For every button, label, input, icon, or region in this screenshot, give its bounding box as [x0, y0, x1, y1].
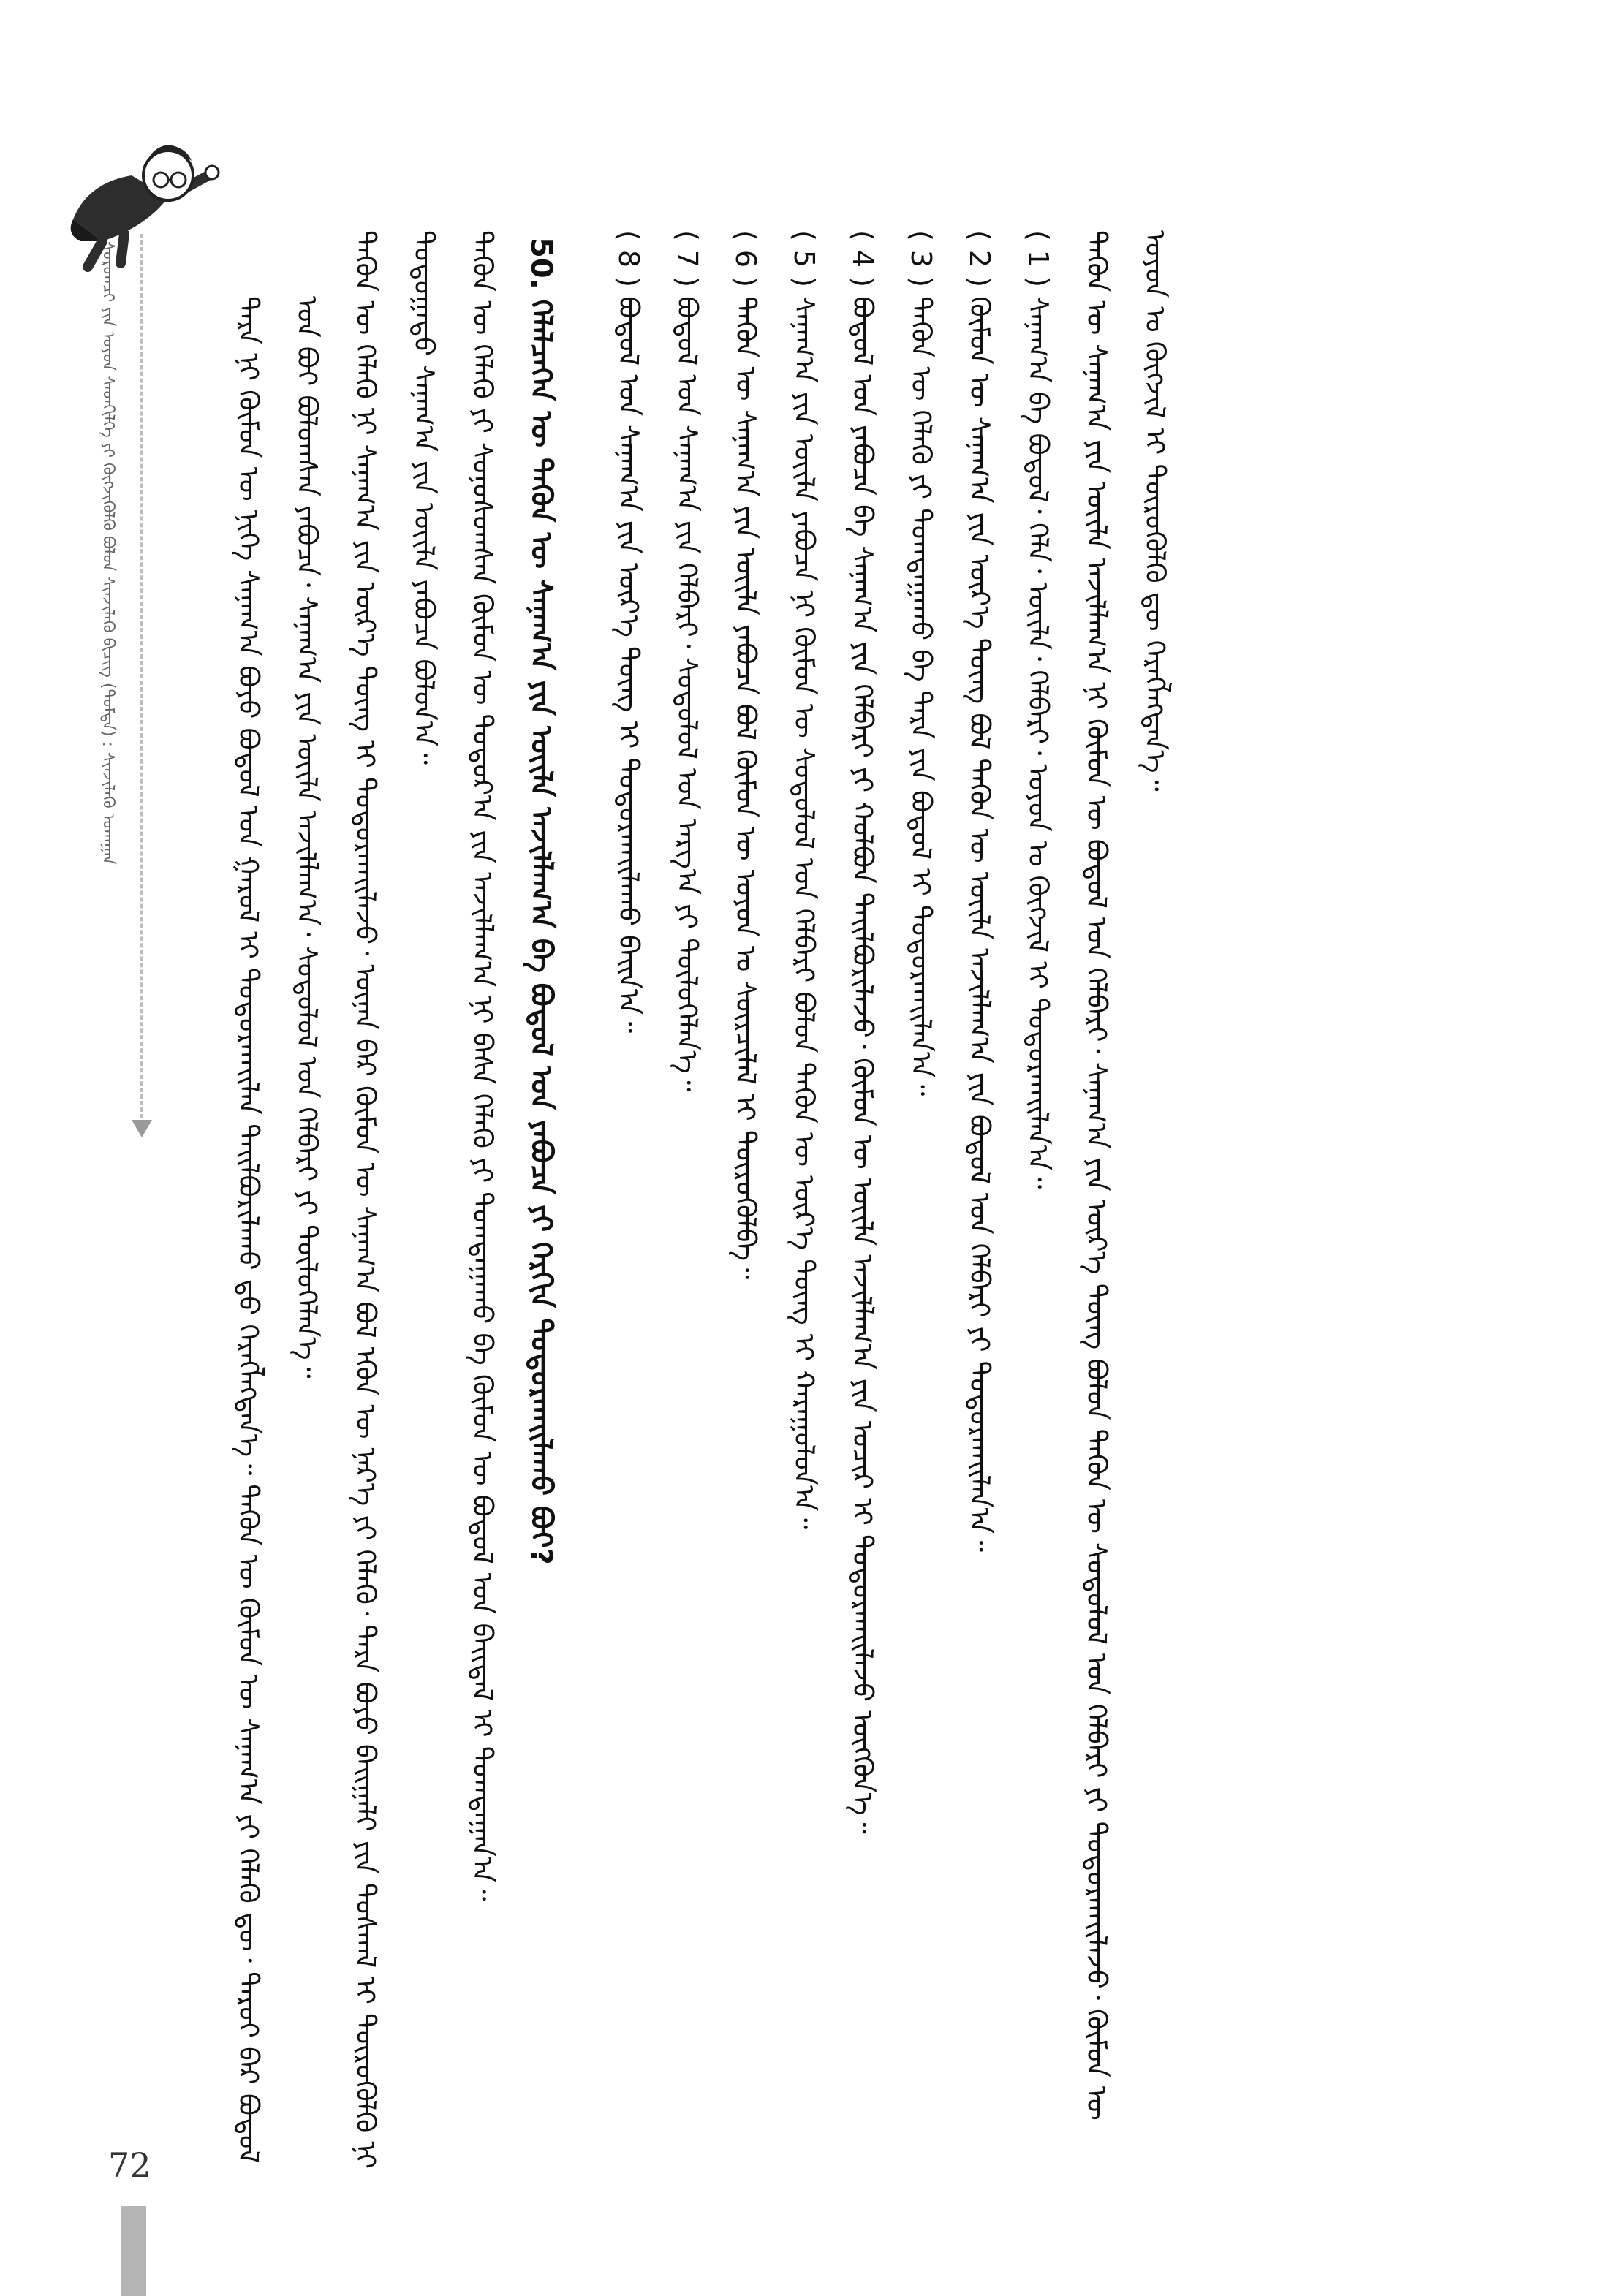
- option-label: ( 6 ): [730, 230, 762, 287]
- option-label: ( 2 ): [964, 230, 996, 287]
- option-text: ᠪᠣᠳᠤᠯ ᠤᠨ ᠰᠠᠨᠠᠭ᠎ᠠ ᠶᠢᠨ ᠬᠡᠯᠪᠡᠷᠢ᠂ ᠰᠣᠳᠤᠯᠤᠯ ᠤᠨ ᠠᠷᠭ᠎ᠠ ᠶᠢ ᠲᠥᠯᠦᠭᠡᠯᠡᠨ᠎ᠡ᠃: [671, 296, 703, 1092]
- option-label: ( 5 ): [788, 230, 820, 287]
- option-label: ( 4 ): [847, 230, 879, 287]
- section-gap: [570, 230, 599, 2175]
- thumb-tab: [121, 2206, 146, 2296]
- option-item: [1009, 230, 1067, 2175]
- option-item: [599, 230, 658, 2175]
- question-text: ᠬᠡᠯᠡᠯᠴᠡᠭᠡᠨ ᠦ ᠲᠡᠭᠦᠨ ᠦ ᠰᠠᠨᠠᠭ᠎ᠠ ᠶᠢᠨ ᠦᠢᠯᠡ ᠠᠵᠢᠯᠯᠠᠭ᠎ᠠ ᠪᠠ ᠪᠣᠳᠤᠯ ᠤᠨ ᠶᠠᠪᠤᠴᠠ ᠶᠢ ᠬᠡᠷᠬᠢᠨ ᠲᠣᠳᠤᠷᠬᠠᠢᠯᠠᠬᠤ ᠪᠤᠢ?: [524, 299, 558, 1565]
- page-number: 72: [108, 2145, 151, 2185]
- question-heading: [512, 230, 570, 2175]
- option-label: ( 1 ): [1022, 230, 1054, 287]
- intro-paragraph: ᠲᠡᠭᠦᠨ ᠦ ᠬᠡᠯᠡᠬᠦ ᠶᠢ ᠰᠣᠨᠣᠰᠤᠭᠰᠠᠨ ᠬᠦᠮᠦᠨ ᠦ ᠳᠣᠲᠣᠷ᠎ᠠ ᠶᠢᠨ ᠠᠵᠢᠯᠯᠠᠭ᠎ᠠ ᠨᠢ ᠪᠠᠰᠠ ᠬᠡᠯᠡᠬᠦ ᠶᠢ ᠲᠣᠭᠲᠠᠭᠠᠬᠤ ᠪᠠ ᠬᠦᠮᠦᠨ ᠦ ᠪᠣᠳᠤᠯ ᠤᠨ ᠪᠠᠢᠳᠠᠯ ᠢ ᠲᠣᠭᠲᠠᠭᠠᠨ᠎ᠠ᠃: [466, 230, 499, 1901]
- option-item: [716, 230, 775, 2175]
- mascot-illustration: [58, 132, 227, 278]
- option-text: ᠰᠠᠨᠠᠭ᠎ᠠ ᠪᠠ ᠪᠣᠳᠤᠯ᠂ ᠬᠡᠯᠡ᠂ ᠦᠢᠯᠡ᠂ ᠬᠡᠯᠪᠡᠷᠢ᠂ ᠣᠶᠤᠨ ᠤ ᠬᠥᠭᠵᠢᠯ ᠢ ᠲᠣᠳᠤᠷᠬᠠᠢᠯᠠᠨ᠎ᠠ᠃: [1022, 296, 1054, 1189]
- question-number: 50.: [524, 238, 558, 289]
- option-item: [775, 230, 833, 2175]
- option-text: ᠪᠣᠳᠤᠯ ᠤᠨ ᠰᠠᠨᠠᠭ᠎ᠠ ᠶᠢᠨ ᠦᠷ᠎ᠡ ᠳᠦᠩ ᠢ ᠲᠣᠳᠤᠷᠬᠠᠢᠯᠠᠬᠤ ᠪᠠᠢᠨ᠎ᠠ᠃: [613, 296, 645, 1034]
- option-item: [950, 230, 1009, 2175]
- header-divider: [140, 234, 143, 1118]
- option-label: ( 8 ): [613, 230, 645, 287]
- option-text: ᠰᠠᠨᠠᠭ᠎ᠠ ᠶᠢᠨ ᠦᠢᠯᠡ ᠶᠠᠪᠤᠴᠠ ᠨᠢ ᠬᠦᠮᠦᠨ ᠦ ᠰᠣᠳᠤᠯᠤᠯ ᠤᠨ ᠬᠡᠯᠪᠡᠷᠢ ᠪᠣᠯᠤᠨ ᠲᠡᠭᠦᠨ ᠦ ᠦᠷ᠎ᠡ ᠳᠦᠩ ᠢ ᠬᠠᠷᠠᠭᠤᠯᠤᠨ᠎ᠠ᠃: [788, 296, 820, 1530]
- header-arrow-icon: [132, 1120, 152, 1137]
- option-label: ( 3 ): [905, 230, 937, 287]
- option-text: ᠲᠡᠭᠦᠨ ᠦ ᠬᠡᠯᠡᠬᠦ ᠶᠢ ᠲᠣᠭᠲᠠᠭᠠᠬᠤ ᠪᠠ ᠲᠡᠷᠡ ᠶᠢᠨ ᠪᠣᠳᠤᠯ ᠢ ᠲᠣᠳᠤᠷᠬᠠᠢᠯᠠᠨ᠎ᠠ᠃: [905, 296, 937, 1096]
- running-header: ᠰᠤᠷᠤᠭᠴᠢ ᠶᠢᠨ ᠤᠶᠤᠨ ᠰᠡᠳᠬᠢᠯᠭᠡ ᠶᠢ ᠬᠥᠭᠵᠢᠭᠦᠯᠬᠦ ᠪᠤᠯᠤᠨ ᠰᠢᠨᠵᠢᠯᠡᠬᠦ ᠪᠢᠴᠢᠭ (ᠳᠤᠮᠳᠠ) : ᠰᠢᠨᠵᠢᠯᠡᠬᠦ ᠤᠬᠠᠭᠠᠨ: [99, 241, 117, 865]
- option-text: ᠲᠡᠭᠦᠨ ᠦ ᠰᠠᠨᠠᠭ᠎ᠠ ᠶᠢᠨ ᠦᠢᠯᠡ ᠶᠠᠪᠤᠴᠠ ᠪᠣᠯ ᠬᠦᠮᠦᠨ ᠦ ᠣᠶᠤᠨ ᠤ ᠰᠦᠷᠴᠢᠯᠡᠯ ᠢ ᠲᠥᠷᠦᠭᠦᠯᠪᠡ᠃: [730, 296, 762, 1280]
- option-label: ( 7 ): [671, 230, 703, 287]
- intro-paragraph: ᠲᠡᠷᠡ ᠨᠢ ᠬᠦᠮᠦᠨ ᠦ ᠨᠢᠭᠡ ᠰᠠᠨᠠᠭ᠎ᠠ ᠪᠤᠶᠤ ᠪᠣᠳᠤᠯ ᠤᠨ ᠭᠠᠷᠤᠯ ᠢ ᠲᠣᠳᠤᠷᠬᠠᠢᠯᠠᠨ ᠲᠠᠢᠯᠪᠤᠷᠢᠯᠠᠬᠤ ᠳ᠋ᠤ ᠬᠡᠷᠡᠭᠯᠡᠭᠳᠡᠨ᠎ᠡ᠃ ᠲᠡᠭᠦᠨ ᠦ ᠬᠦᠮᠦᠨ ᠦ ᠰᠠᠨᠠᠭ᠎ᠠ ᠶᠢ ᠬᠡᠯᠡᠬᠦ ᠳᠦ᠂ ᠳᠠᠷᠤᠢ ᠪᠠᠷ ᠪᠣᠳᠤᠯ ᠤᠨ ᠪᠣᠢ ᠪᠣᠯᠤᠭᠰᠠᠨ ᠶᠠᠪᠤᠴᠠ᠂ ᠰᠠᠨᠠᠭ᠎ᠠ ᠶᠢᠨ ᠦᠢᠯᠡ ᠠᠵᠢᠯᠯᠠᠭ᠎ᠠ᠂ ᠰᠣᠳᠤᠯᠤᠯ ᠤᠨ ᠬᠡᠯᠪᠡᠷᠢ ᠶᠢ ᠲᠥᠯᠦᠭᠡᠯᠡᠨ᠎ᠡ᠃: [232, 296, 323, 2163]
- main-text: [219, 230, 1462, 2175]
- closing-paragraph: ᠲᠡᠭᠦᠨ ᠦ ᠰᠠᠨᠠᠭ᠎ᠠ ᠶᠢᠨ ᠦᠢᠯᠡ ᠠᠵᠢᠯᠯᠠᠭ᠎ᠠ ᠨᠢ ᠬᠦᠮᠦᠨ ᠦ ᠪᠣᠳᠤᠯ ᠤᠨ ᠬᠡᠯᠪᠡᠷᠢ᠂ ᠰᠠᠨᠠᠭ᠎ᠠ ᠶᠢᠨ ᠦᠷ᠎ᠡ ᠳᠦᠩ ᠪᠣᠯᠤᠨ ᠲᠡᠭᠦᠨ ᠦ ᠰᠣᠳᠤᠯᠤᠯ ᠤᠨ ᠬᠡᠯᠪᠡᠷᠢ ᠶᠢ ᠲᠣᠳᠤᠷᠬᠠᠢᠯᠠᠵᠤ᠂ ᠬᠦᠮᠦᠨ ᠦ ᠣᠶᠤᠨ ᠤ ᠬᠥᠭᠵᠢᠯ ᠢ ᠲᠥᠷᠦᠭᠦᠯᠬᠦ ᠳᠦ ᠬᠡᠷᠡᠭᠯᠡᠭᠳᠡᠨ᠎ᠡ᠃: [1081, 230, 1171, 2121]
- option-item: [892, 230, 950, 2175]
- option-item: [658, 230, 716, 2175]
- intro-paragraph: ᠲᠡᠭᠦᠨ ᠦ ᠬᠡᠯᠡᠬᠦ ᠨᠢ ᠰᠠᠨᠠᠭ᠎ᠠ ᠶᠢᠨ ᠦᠷ᠎ᠡ ᠳᠦᠩ ᠢ ᠲᠣᠳᠤᠷᠬᠠᠢᠯᠠᠵᠤ᠂ ᠦᠨᠡᠨ ᠪᠡᠷ ᠬᠦᠮᠦᠨ ᠦ ᠰᠠᠨᠠᠭ᠎ᠠ ᠪᠣᠯ ᠡᠭᠦᠨ ᠦ ᠨᠡᠷ᠎ᠡ ᠶᠢ ᠬᠡᠯᠡᠬᠦ᠂ ᠲᠡᠷᠡ ᠪᠤᠶᠤ ᠪᠠᠢᠭᠠᠯᠢ ᠶᠢᠨ ᠲᠤᠰᠬᠠᠯ ᠢ ᠲᠥᠷᠦᠭᠦᠯᠬᠦ ᠨᠢ ᠳᠣᠲᠣᠭᠠᠳᠤ ᠰᠠᠨᠠᠭ᠎ᠠ ᠶᠢᠨ ᠦᠢᠯᠡ ᠶᠠᠪᠤᠴᠠ ᠪᠣᠯᠤᠨ᠎ᠠ᠃: [349, 230, 440, 2170]
- option-text: ᠬᠦᠮᠦᠨ ᠦ ᠰᠠᠨᠠᠭ᠎ᠠ ᠶᠢᠨ ᠦᠷ᠎ᠡ ᠳᠦᠩ ᠪᠣᠯ ᠲᠡᠭᠦᠨ ᠦ ᠦᠢᠯᠡ ᠠᠵᠢᠯᠯᠠᠭ᠎ᠠ ᠶᠢᠨ ᠪᠣᠳᠤᠯ ᠤᠨ ᠬᠡᠯᠪᠡᠷᠢ ᠶᠢ ᠲᠣᠳᠤᠷᠬᠠᠢᠯᠠᠨ᠎ᠠ᠃: [964, 296, 996, 1552]
- option-text: ᠪᠣᠳᠤᠯ ᠤᠨ ᠶᠠᠪᠤᠴᠠ ᠪᠠ ᠰᠠᠨᠠᠭ᠎ᠠ ᠶᠢᠨ ᠬᠡᠯᠪᠡᠷᠢ ᠶᠢ ᠬᠣᠯᠪᠣᠨ ᠲᠠᠢᠯᠪᠤᠷᠢᠯᠠᠵᠤ᠂ ᠬᠦᠮᠦᠨ ᠦ ᠦᠢᠯᠡ ᠠᠵᠢᠯᠯᠠᠭ᠎ᠠ ᠶᠢᠨ ᠤᠴᠢᠷ ᠢ ᠲᠣᠳᠤᠷᠬᠠᠢᠯᠠᠵᠤ ᠦᠭᠭᠦᠨ᠎ᠡ᠃: [847, 296, 879, 1834]
- option-item: [833, 230, 892, 2175]
